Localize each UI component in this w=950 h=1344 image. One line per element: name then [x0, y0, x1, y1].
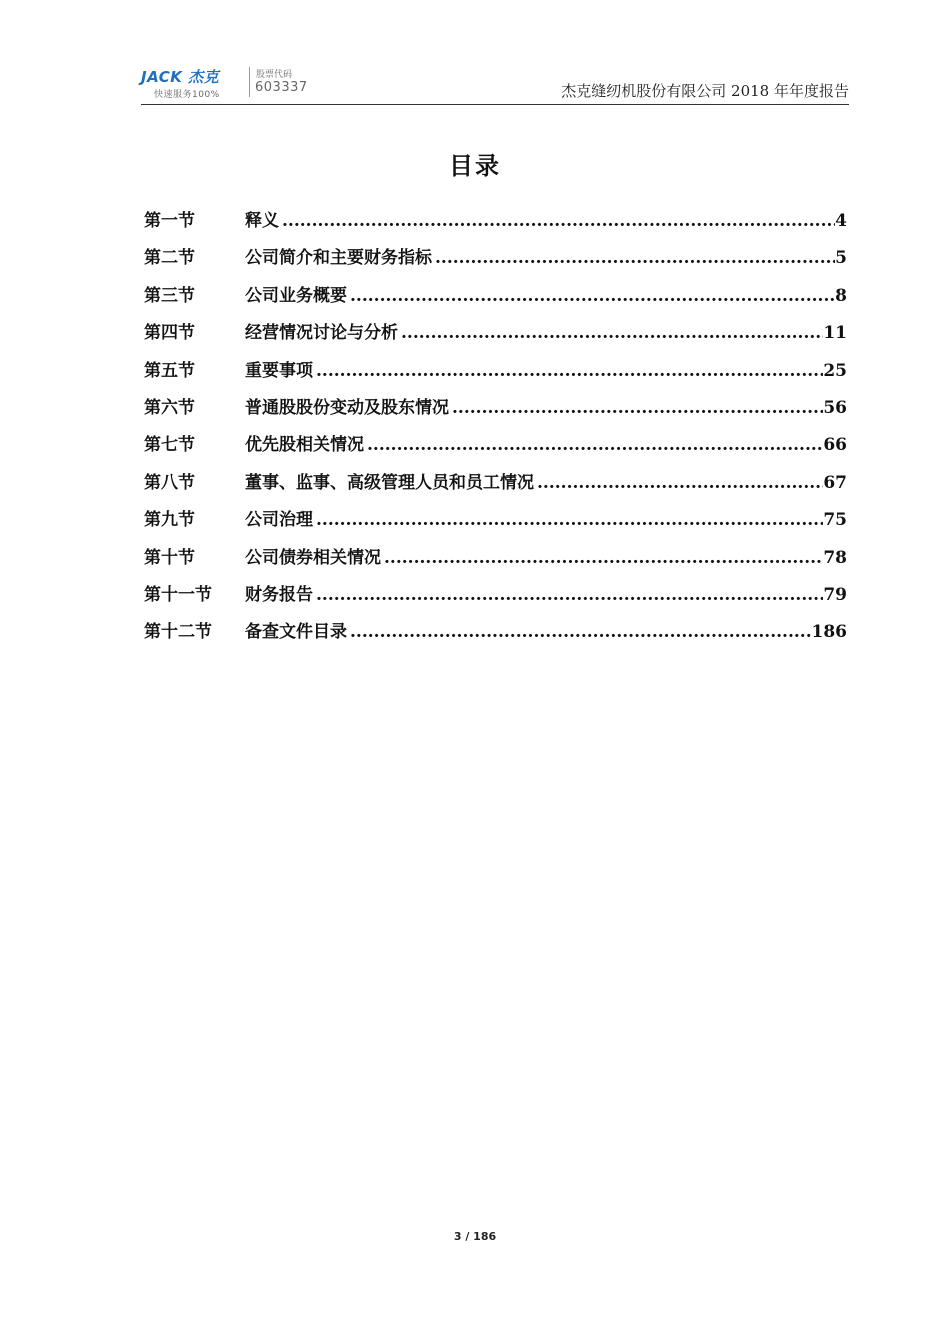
toc-page-number: 66	[823, 435, 847, 456]
toc-leader-dots	[384, 540, 823, 577]
toc-entry[interactable]	[144, 278, 847, 315]
toc-entry-body	[245, 390, 847, 427]
toc-leader-dots	[367, 427, 823, 464]
toc-leader-dots	[350, 614, 812, 651]
toc-section-number: 第十二节	[144, 622, 212, 643]
toc-section-title: 财务报告	[245, 584, 313, 605]
stock-code: 603337	[255, 80, 308, 95]
page-header	[141, 64, 849, 105]
toc-section-title: 经营情况讨论与分析	[245, 323, 398, 344]
toc-entry-body	[245, 465, 847, 502]
toc-section-number: 第四节	[144, 323, 195, 344]
report-title: 杰克缝纫机股份有限公司 2018 年年度报告	[561, 82, 849, 100]
toc-page-number: 11	[823, 323, 847, 344]
logo-divider	[249, 67, 250, 97]
toc-leader-dots	[316, 353, 823, 390]
toc-section-number: 第十一节	[144, 584, 212, 605]
toc-title: 目录	[449, 151, 501, 180]
toc-section-title: 董事、监事、高级管理人员和员工情况	[245, 472, 534, 493]
toc-entry-body	[245, 203, 847, 240]
toc-leader-dots	[435, 240, 835, 277]
toc-page-number: 78	[823, 547, 847, 568]
toc-entry[interactable]	[144, 240, 847, 277]
toc-entry[interactable]	[144, 465, 847, 502]
toc-leader-dots	[401, 315, 823, 352]
toc-section-number: 第九节	[144, 510, 195, 531]
table-of-contents	[144, 203, 847, 652]
toc-page-number: 186	[811, 622, 847, 643]
stock-code-label: 股票代码	[256, 70, 293, 80]
toc-section-title: 公司治理	[245, 510, 313, 531]
toc-entry-body	[245, 577, 847, 614]
toc-leader-dots	[316, 502, 823, 539]
toc-leader-dots	[282, 203, 835, 240]
toc-page-number: 8	[835, 285, 847, 306]
toc-entry[interactable]	[144, 315, 847, 352]
toc-section-number: 第三节	[144, 285, 195, 306]
toc-entry-body	[245, 502, 847, 539]
toc-section-number: 第五节	[144, 360, 195, 381]
toc-section-title: 公司债券相关情况	[245, 547, 381, 568]
toc-page-number: 4	[835, 211, 847, 231]
toc-entry-body	[245, 353, 847, 390]
toc-page-number: 25	[823, 360, 847, 381]
toc-entry-body	[245, 614, 847, 651]
toc-entry[interactable]	[144, 427, 847, 464]
toc-page-number: 75	[823, 510, 847, 531]
toc-section-number: 第八节	[144, 472, 195, 493]
toc-section-title: 优先股相关情况	[245, 435, 364, 456]
toc-entry-body	[245, 278, 847, 315]
toc-entry[interactable]	[144, 614, 847, 651]
page-number: 3 / 186	[453, 1230, 497, 1243]
toc-page-number: 56	[823, 397, 847, 418]
toc-leader-dots	[452, 390, 823, 427]
toc-section-title: 重要事项	[245, 360, 313, 381]
toc-page-number: 5	[835, 248, 847, 269]
toc-entry-body	[245, 427, 847, 464]
toc-entry[interactable]	[144, 540, 847, 577]
toc-page-number: 79	[823, 584, 847, 605]
toc-leader-dots	[537, 465, 823, 502]
toc-entry[interactable]	[144, 390, 847, 427]
toc-entry-body	[245, 315, 847, 352]
toc-section-number: 第二节	[144, 248, 195, 269]
toc-section-title: 公司业务概要	[245, 285, 347, 306]
toc-entry[interactable]	[144, 353, 847, 390]
logo-text: JACK 杰克	[141, 68, 220, 86]
toc-section-number: 第七节	[144, 435, 195, 456]
toc-entry-body	[245, 240, 847, 277]
toc-leader-dots	[350, 278, 835, 315]
toc-entry[interactable]	[144, 502, 847, 539]
toc-section-number: 第十节	[144, 547, 195, 568]
toc-section-number: 第六节	[144, 397, 195, 418]
toc-entry[interactable]	[144, 203, 847, 240]
toc-section-title: 公司简介和主要财务指标	[245, 248, 432, 269]
logo-slogan: 快速服务100%	[154, 90, 220, 100]
toc-section-number: 第一节	[144, 211, 195, 231]
toc-section-title: 普通股股份变动及股东情况	[245, 397, 449, 418]
toc-entry-body	[245, 540, 847, 577]
toc-entry[interactable]	[144, 577, 847, 614]
toc-section-title: 备查文件目录	[245, 622, 347, 643]
toc-page-number: 67	[823, 472, 847, 493]
toc-leader-dots	[316, 577, 823, 614]
toc-section-title: 释义	[245, 211, 279, 231]
